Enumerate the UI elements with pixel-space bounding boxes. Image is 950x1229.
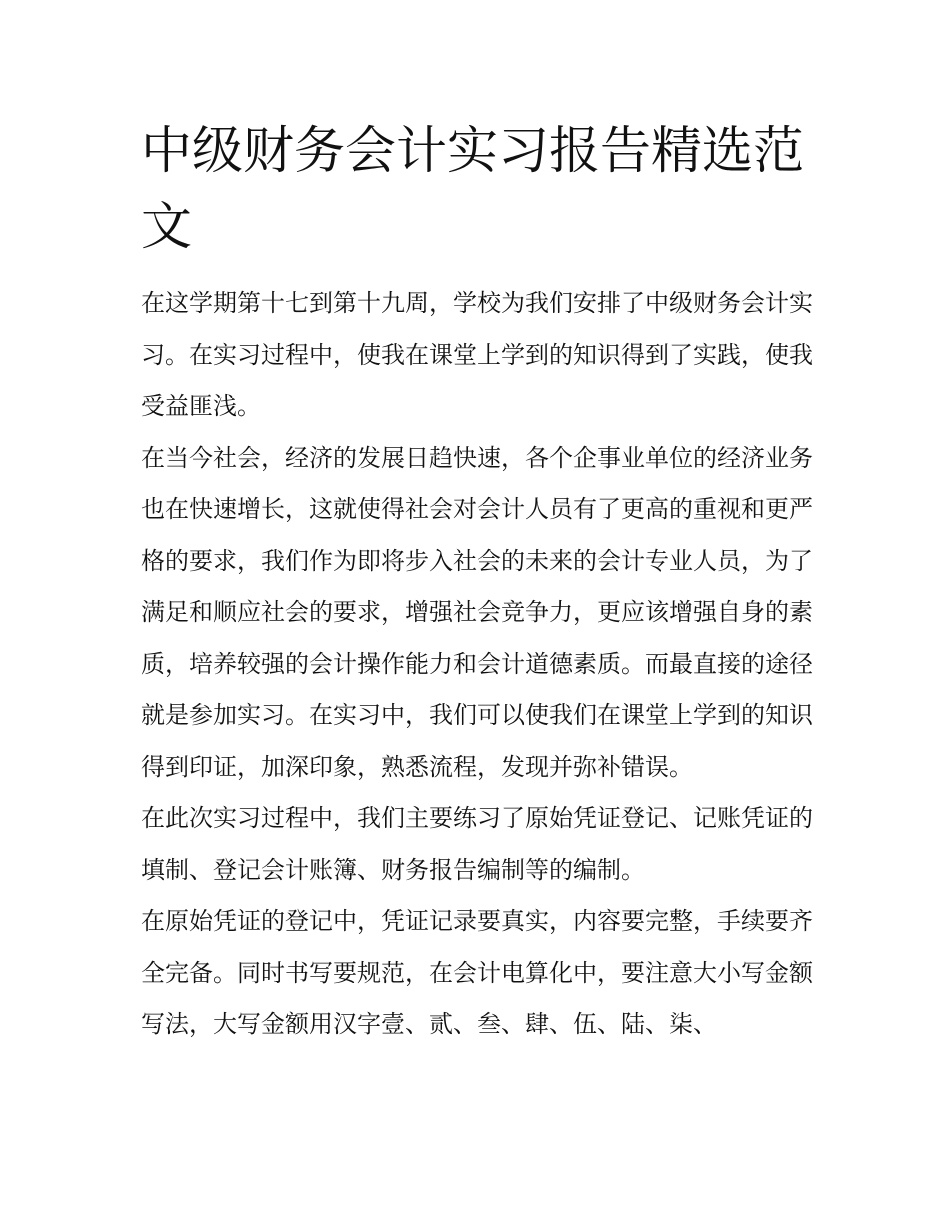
paragraph-3: 在此次实习过程中，我们主要练习了原始凭证登记、记账凭证的填制、登记会计账簿、财务报告编制等的编制。: [141, 804, 813, 884]
paragraph-1: 在这学期第十七到第十九周，学校为我们安排了中级财务会计实习。在实习过程中，使我在课堂上学到的知识得到了实践，使我受益匪浅。: [141, 289, 813, 420]
paragraph-4: 在原始凭证的登记中，凭证记录要真实，内容要完整，手续要齐全完备。同时书写要规范，在会计电算化中，要注意大小写金额写法，大写金额用汉字壹、贰、叁、肆、伍、陆、柒、: [141, 907, 813, 1038]
document-body: [141, 278, 813, 1051]
document-title: 中级财务会计实习报告精选范文: [141, 122, 805, 257]
paragraph-2: 在当今社会，经济的发展日趋快速，各个企事业单位的经济业务也在快速增长，这就使得社会对会计人员有了更高的重视和更严格的要求，我们作为即将步入社会的未来的会计专业人员，为了满足和顺应社会的要求，增强社会竞争力，更应该增强自身的素质，培养较强的会计操作能力和会计道德素质。而最直接的途径就是参加实习。在实习中，我们可以使我们在课堂上学到的知识得到印证，加深印象，熟悉流程，发现并弥补错误。: [141, 443, 813, 781]
